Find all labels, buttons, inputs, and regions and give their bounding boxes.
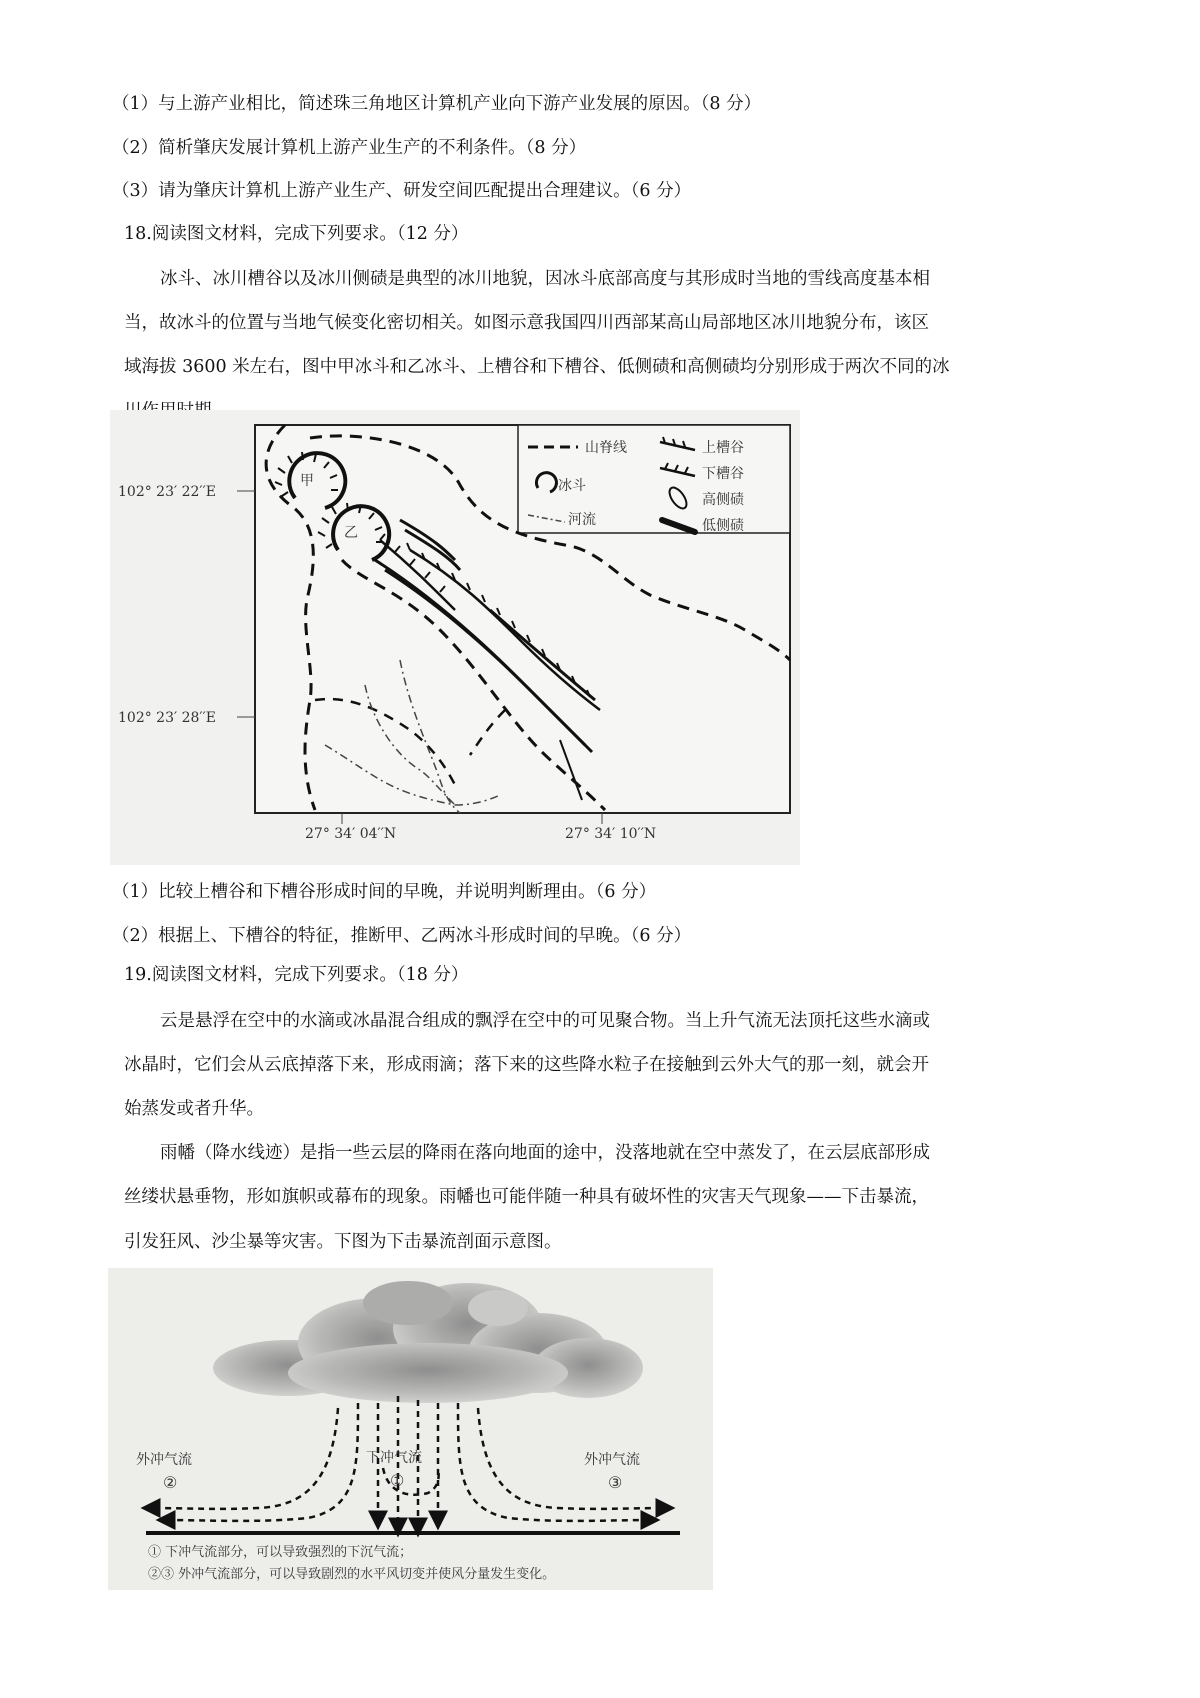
q19-para2-line-2: 丝缕状悬垂物，形如旗帜或幕布的现象。雨幡也可能伴随一种具有破坏性的灾害天气现象——下击暴流， <box>124 1187 929 1207</box>
q18-question-1: （1）比较上槽谷和下槽谷形成时间的早晚，并说明判断理由。（6 分） <box>112 882 657 902</box>
cirque-yi-label: 乙 <box>344 525 358 541</box>
q18-question-2: （2）根据上、下槽谷的特征，推断甲、乙两冰斗形成时间的早晚。（6 分） <box>112 926 692 946</box>
svg-text:山脊线: 山脊线 <box>585 440 627 456</box>
cirque-jia-label: 甲 <box>300 473 314 489</box>
q19-para1-line-2: 冰晶时，它们会从云底掉落下来，形成雨滴；落下来的这些降水粒子在接触到云外大气的那一刻，就会开 <box>124 1055 929 1075</box>
downburst-diagram <box>108 1268 713 1590</box>
svg-text:上槽谷: 上槽谷 <box>702 440 744 456</box>
note-1: ① 下冲气流部分，可以导致强烈的下沉气流； <box>148 1545 413 1560</box>
lat-label-1: 102° 23′ 22′′E <box>118 484 217 500</box>
num-3: ③ <box>608 1473 623 1492</box>
lon-label-2: 27° 34′ 10′′N <box>565 826 657 842</box>
q19-para1-line-1: 云是悬浮在空中的水滴或冰晶混合组成的飘浮在空中的可见聚合物。当上升气流无法顶托这些水滴或 <box>160 1011 930 1031</box>
outflow-right-label: 外冲气流 <box>584 1452 640 1468</box>
glacier-map <box>110 410 800 865</box>
q17-item-2: （2）简析肇庆发展计算机上游产业生产的不利条件。（8 分） <box>112 138 587 158</box>
q19-para1-line-3: 始蒸发或者升华。 <box>124 1099 264 1119</box>
downburst-svg <box>108 1268 713 1590</box>
q18-para-line-1: 冰斗、冰川槽谷以及冰川侧碛是典型的冰川地貌，因冰斗底部高度与其形成时当地的雪线高度基本相 <box>160 269 930 289</box>
svg-text:下槽谷: 下槽谷 <box>702 466 744 482</box>
num-2: ② <box>163 1473 178 1492</box>
glacier-map-figure <box>110 410 800 865</box>
q18-para-line-3: 域海拔 3600 米左右，图中甲冰斗和乙冰斗、上槽谷和下槽谷、低侧碛和高侧碛均分别形成于两次不同的冰 <box>124 357 950 377</box>
svg-text:低侧碛: 低侧碛 <box>702 518 744 534</box>
svg-text:河流: 河流 <box>568 512 596 528</box>
downdraft-label: 下冲气流 <box>366 1450 422 1466</box>
q19-heading: 19.阅读图文材料，完成下列要求。（18 分） <box>124 965 469 985</box>
q19-para2-line-3: 引发狂风、沙尘暴等灾害。下图为下击暴流剖面示意图。 <box>124 1232 562 1252</box>
q19-para2-line-1: 雨幡（降水线迹）是指一些云层的降雨在落向地面的途中，没落地就在空中蒸发了，在云层底部形成 <box>160 1143 930 1163</box>
q17-item-3: （3）请为肇庆计算机上游产业生产、研发空间匹配提出合理建议。（6 分） <box>112 181 692 201</box>
svg-text:冰斗: 冰斗 <box>558 478 586 494</box>
q18-para-line-2: 当，故冰斗的位置与当地气候变化密切相关。如图示意我国四川西部某高山局部地区冰川地貌分布，该区 <box>124 313 929 333</box>
outflow-left-label: 外冲气流 <box>136 1452 192 1468</box>
svg-text:高侧碛: 高侧碛 <box>702 492 744 508</box>
lon-label-1: 27° 34′ 04′′N <box>305 826 397 842</box>
lat-label-2: 102° 23′ 28′′E <box>118 710 217 726</box>
num-1: ① <box>390 1471 405 1490</box>
storm-cloud <box>213 1281 643 1403</box>
q18-heading: 18.阅读图文材料，完成下列要求。（12 分） <box>124 224 469 244</box>
q17-item-1: （1）与上游产业相比，简述珠三角地区计算机产业向下游产业发展的原因。（8 分） <box>112 94 762 114</box>
note-2: ②③ 外冲气流部分，可以导致剧烈的水平风切变并使风分量发生变化。 <box>148 1567 556 1582</box>
